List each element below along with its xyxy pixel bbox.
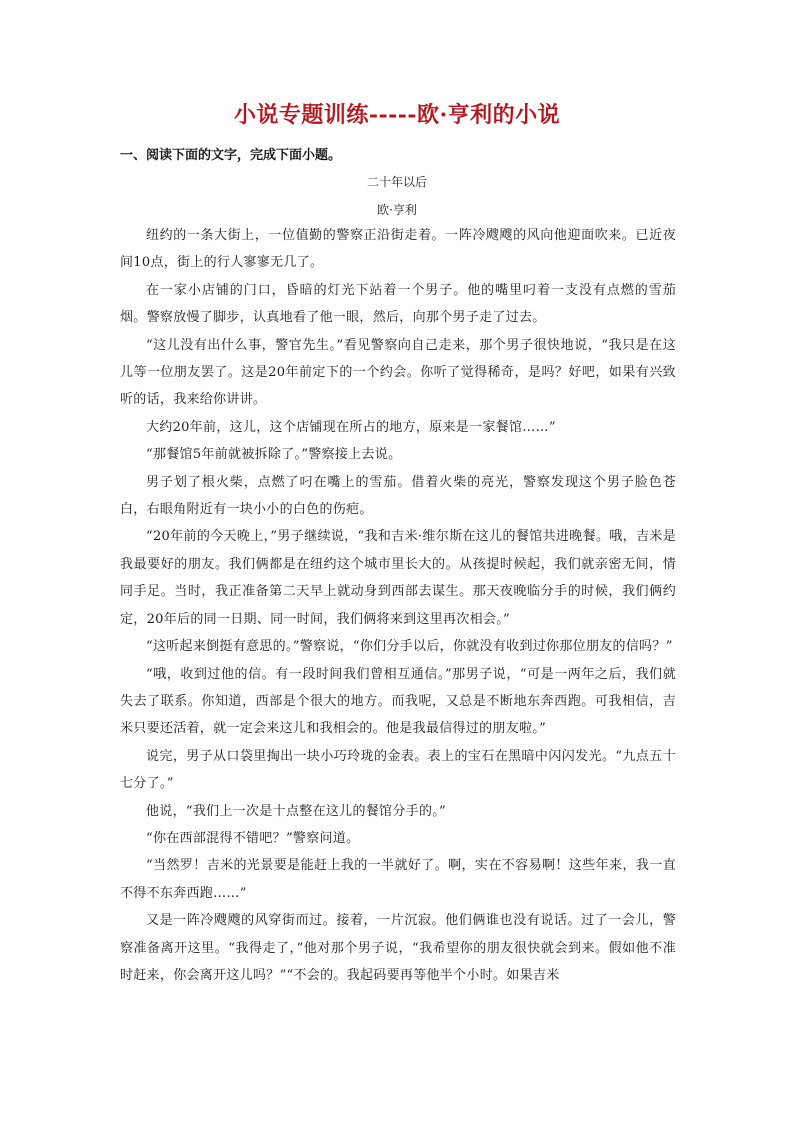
- paragraph: “这听起来倒挺有意思的。”警察说，“你们分手以后，你就没有收到过你那位朋友的信吗？”: [146, 639, 673, 655]
- paragraph: “哦，收到过他的信。有一段时间我们曾相互通信。”那男子说，“可是一两年之后，我们就失去了联系。你知道，西部是个很大的地方。而我呢，又总是不断地东奔西跑。可我相信，吉米只要还活着，就一定会来这儿和我相会的。他是我最信得过的朋友啦。”: [120, 666, 676, 737]
- paragraph: 男子划了根火柴，点燃了叼在嘴上的雪茄。借着火柴的亮光，警察发现这个男子脸色苍白，右眼角附近有一块小小的白色的伤疤。: [120, 474, 676, 518]
- paragraph: “20年前的今天晚上，”男子继续说，“我和吉米·维尔斯在这儿的餐馆共进晚餐。哦，吉米是我最要好的朋友。我们俩都是在纽约这个城市里长大的。从孩提时候起，我们就亲密无间，情同手足。当时，我正准备第二天早上就动身到西部去谋生。那天夜晚临分手的时候，我们俩约定，20年后的同一日期、同一时间，我们俩将来到这里再次相会。”: [120, 529, 676, 627]
- paragraph: 在一家小店铺的门口，昏暗的灯光下站着一个男子。他的嘴里叼着一支没有点燃的雪茄烟。警察放慢了脚步，认真地看了他一眼，然后，向那个男子走了过去。: [120, 282, 676, 326]
- section-instruction: 一、阅读下面的文字，完成下面小题。: [120, 148, 342, 163]
- paragraph: “你在西部混得不错吧？”警察问道。: [146, 830, 360, 846]
- page-title: 小说专题训练-----欧·亨利的小说: [233, 102, 561, 128]
- story-title: 二十年以后: [366, 175, 427, 189]
- story-author: 欧·亨利: [377, 203, 417, 217]
- paragraph: “那餐馆5年前就被拆除了。”警察接上去说。: [146, 447, 402, 463]
- story-body: [120, 222, 676, 989]
- paragraph: “这儿没有出什么事，警官先生。”看见警察向自己走来，那个男子很快地说，“我只是在这儿等一位朋友罢了。这是20年前定下的一个约会。你听了觉得稀奇，是吗？好吧，如果有兴致听的话，我来给你讲讲。: [120, 337, 676, 408]
- paragraph: 又是一阵冷飕飕的风穿街而过。接着，一片沉寂。他们俩谁也没有说话。过了一会儿，警察准备离开这里。“我得走了，”他对那个男子说，“我希望你的朋友很快就会到来。假如他不准时赶来，你会离开这儿吗？”“不会的。我起码要再等他半个小时。如果吉米: [120, 913, 676, 983]
- paragraph: 纽约的一条大街上，一位值勤的警察正沿街走着。一阵冷飕飕的风向他迎面吹来。已近夜间10点，街上的行人寥寥无几了。: [120, 228, 676, 271]
- paragraph: 大约20年前，这儿，这个店铺现在所占的地方，原来是一家餐馆……”: [146, 419, 556, 435]
- paragraph: 他说，“我们上一次是十点整在这儿的餐馆分手的。”: [146, 803, 446, 819]
- paragraph: 说完，男子从口袋里掏出一块小巧玲珑的金表。表上的宝石在黑暗中闪闪发光。“九点五十七分了。”: [120, 748, 676, 792]
- paragraph: “当然罗！吉米的光景要是能赶上我的一半就好了。啊，实在不容易啊！这些年来，我一直不得不东奔西跑……”: [120, 858, 676, 901]
